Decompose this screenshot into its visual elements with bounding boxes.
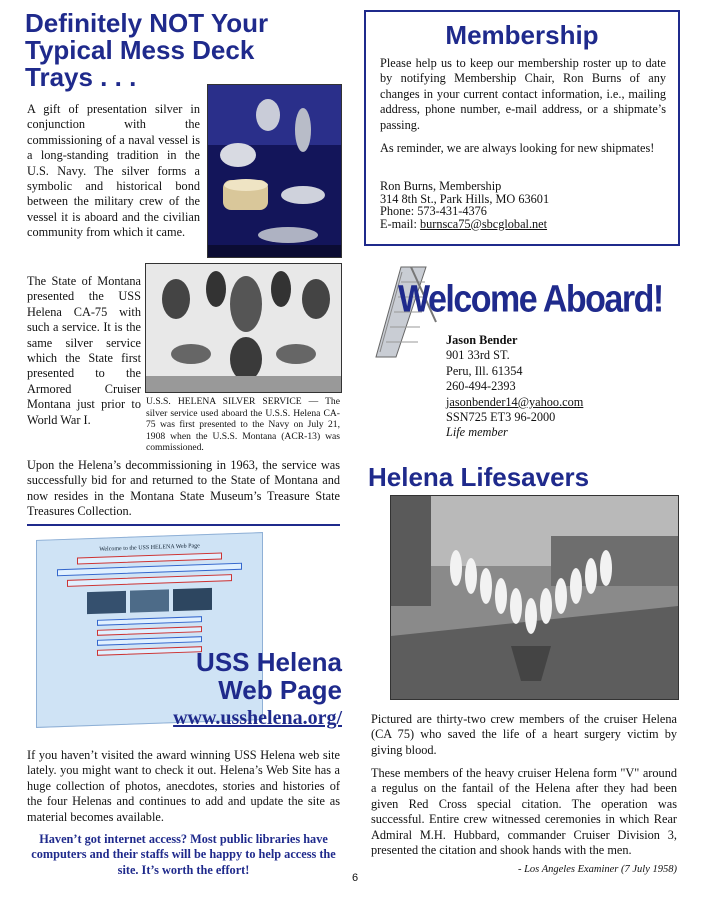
lifesavers-text: Pictured are thirty-two crew members of the cruiser Helena (CA 75) who saved the life of a heart surgery victim by giving blood. — [371, 712, 677, 757]
membership-text: Please help us to keep our membership roster up to date by notifying Membership Chair, Ron Burns of any changes in your current contact information, i.e., mailing address, phone number, e-mail address, or a shipmate’s passing. — [380, 56, 666, 132]
membership-reminder: As reminder, we are always looking for new shipmates! — [380, 141, 655, 155]
decommission-text: Upon the Helena’s decommissioning in 1963, the service was successfully bid for and returned to the State of Montana and now resides in the Montana State Museum’s Treasure State Treasures Collection. — [27, 458, 340, 519]
member-status: Life member — [446, 425, 508, 440]
article-title-line-2: Typical Mess Deck — [25, 35, 255, 65]
article-title-line-1: Definitely NOT Your — [25, 8, 269, 38]
member-phone: 260-494-2393 — [446, 379, 516, 394]
silver-display-photo — [207, 84, 342, 258]
lifesavers-photo — [390, 495, 679, 700]
contact-email-row — [380, 218, 666, 231]
web-page-title — [150, 648, 342, 704]
contact-name: Ron Burns, Membership — [380, 179, 502, 193]
contact-email-label: E-mail: — [380, 216, 417, 231]
member-name: Jason Bender — [446, 333, 518, 347]
new-member-info — [446, 333, 676, 441]
silver-service-illustration — [146, 264, 341, 392]
member-city: Peru, Ill. 61354 — [446, 363, 523, 378]
web-page-title-line-2: Web Page — [218, 675, 342, 705]
contact-email-link[interactable]: burnsca75@sbcglobal.net — [419, 216, 548, 231]
membership-title: Membership — [445, 20, 599, 50]
montana-text: The State of Montana presented the USS Helena CA-75 with such a service. It is the same silver service which the State first presented to the Armored Cruiser Montana just prior to World War I. — [27, 274, 141, 427]
article-title — [25, 10, 365, 91]
website-url-link[interactable]: www.usshelena.org/ — [173, 707, 342, 729]
member-street: 901 33rd ST. — [446, 348, 510, 363]
welcome-aboard-title: Welcome Aboard! — [398, 277, 663, 321]
lifesavers-source: - Los Angeles Examiner (7 July 1958) — [517, 864, 677, 875]
column-divider — [27, 524, 340, 526]
page-number: 6 — [351, 872, 359, 884]
lifesavers-illustration — [391, 496, 678, 699]
member-email-link[interactable]: jasonbender14@yahoo.com — [446, 394, 584, 409]
member-service: SSN725 ET3 96-2000 — [446, 410, 556, 425]
lifesavers-detail-text: These members of the heavy cruiser Helena form "V" around a regulus on the fantail of the Helena after they had been given Red Cross special citation. The operation was successful. Entire crew witnessed ceremonies in which Rear Admiral M.H. Hubbard, commander Cruiser Division 3, presented the citation and shook hands with the men. — [371, 766, 677, 858]
internet-access-note: Haven’t got internet access? Most public libraries have computers and their staffs will be happy to help access the site. It’s worth the effort! — [31, 832, 336, 877]
article-title-line-3: Trays . . . — [25, 62, 137, 92]
website-screenshot-title: Welcome to the USS HELENA Web Page — [99, 543, 200, 553]
silver-display-illustration — [208, 85, 341, 257]
silver-service-photo — [145, 263, 342, 393]
contact-phone: Phone: 573-431-4376 — [380, 204, 487, 218]
contact-address: 314 8th St., Park Hills, MO 63601 — [380, 191, 550, 206]
lifesavers-title: Helena Lifesavers — [368, 462, 590, 492]
web-page-title-line-1: USS Helena — [196, 647, 342, 677]
silver-service-caption: U.S.S. HELENA SILVER SERVICE — The silver service used aboard the U.S.S. Helena CA-75 was first presented to the Navy on July 21, 1908 when the U.S.S. Montana (ACR-13) was commissioned. — [146, 396, 340, 454]
silver-intro-text: A gift of presentation silver in conjunction with the commissioning of a naval vessel is a long-standing tradition in the U.S. Navy. The silver forms a symbolic and historical bond between the military crew of the vessel it is aboard and the civilian community from which it came. — [27, 102, 200, 240]
web-page-text: If you haven’t visited the award winning USS Helena web site lately. you might want to check it out. Helena’s Web Site has a huge collection of photos, anecdotes, stories and histories of the four Helenas and continues to add and update the site as material becomes available. — [27, 748, 340, 824]
membership-contact — [380, 180, 666, 230]
